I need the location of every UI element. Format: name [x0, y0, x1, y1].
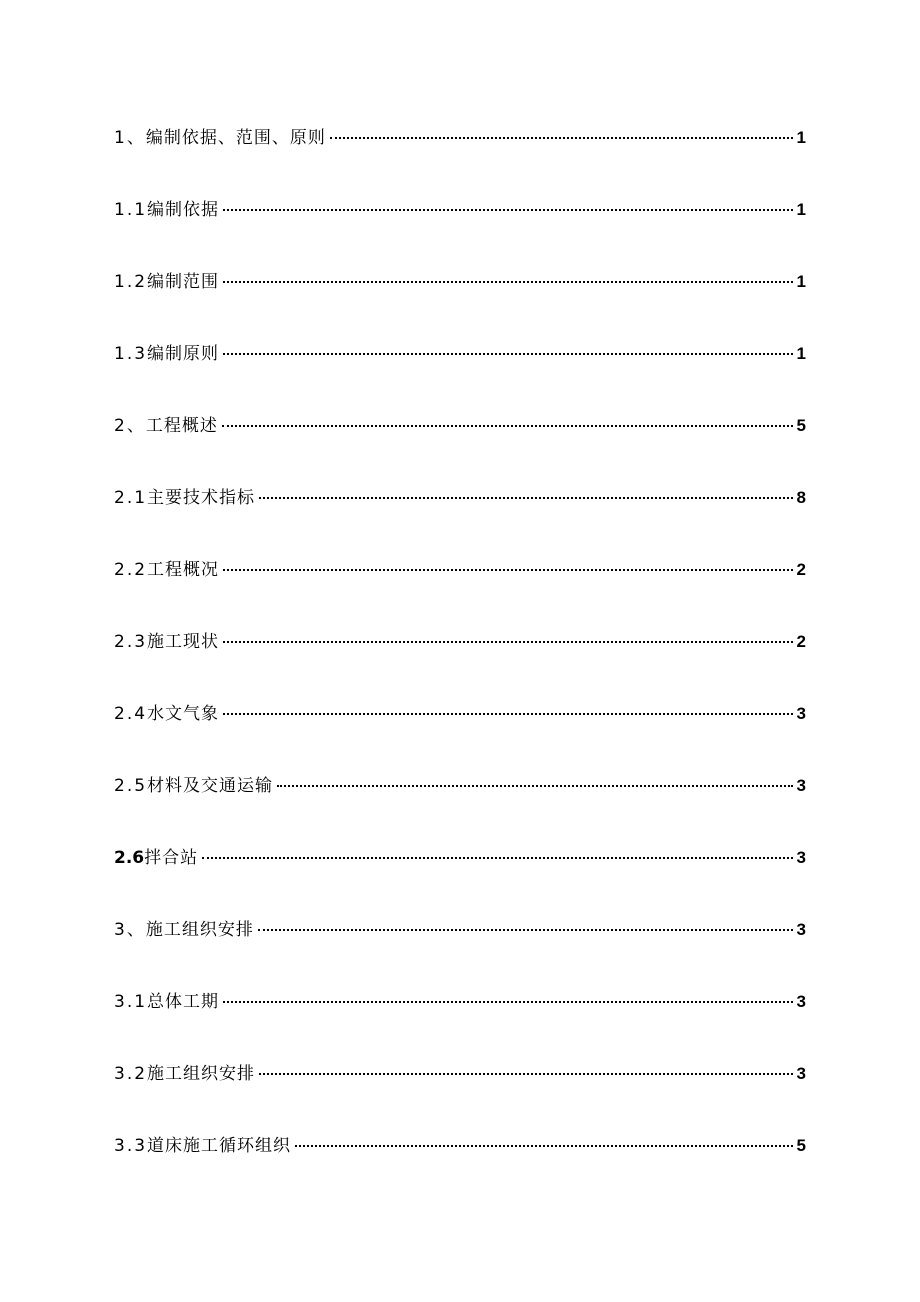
toc-entry-title: 拌合站 [144, 848, 199, 868]
dot-leader [223, 641, 792, 643]
table-of-contents [114, 120, 806, 1200]
toc-entry[interactable] [114, 336, 806, 408]
toc-entry-title: 施工现状 [147, 632, 220, 652]
toc-entry[interactable] [114, 624, 806, 696]
dot-leader [295, 1145, 792, 1147]
toc-entry-page: 3 [796, 1064, 806, 1083]
dot-leader [259, 497, 792, 499]
toc-entry-page: 1 [796, 128, 806, 147]
toc-entry[interactable] [114, 840, 806, 912]
toc-entry-number: 1.2 [114, 272, 148, 292]
toc-entry[interactable] [114, 984, 806, 1056]
dot-leader [223, 1001, 792, 1003]
toc-entry[interactable] [114, 480, 806, 552]
toc-entry-number: 2.4 [114, 704, 148, 724]
toc-entry-page: 8 [796, 488, 806, 507]
toc-entry-number: 1.1 [114, 200, 148, 220]
toc-entry[interactable] [114, 768, 806, 840]
toc-entry[interactable] [114, 264, 806, 336]
dot-leader [258, 929, 793, 931]
toc-entry-title: 道床施工循环组织 [147, 1136, 292, 1156]
toc-entry-number: 3.2 [114, 1064, 148, 1084]
dot-leader [222, 425, 793, 427]
toc-entry-page: 5 [796, 416, 806, 435]
dot-leader [223, 353, 792, 355]
toc-entry-title: 总体工期 [147, 992, 220, 1012]
toc-entry-page: 3 [796, 776, 806, 795]
dot-leader [259, 1073, 792, 1075]
toc-entry-number: 1、 [114, 128, 146, 148]
toc-entry[interactable] [114, 1128, 806, 1200]
toc-entry-title: 编制依据 [147, 200, 220, 220]
toc-entry-number: 3.1 [114, 992, 148, 1012]
toc-entry[interactable] [114, 912, 806, 984]
toc-entry-number: 1.3 [114, 344, 148, 364]
dot-leader [223, 713, 792, 715]
toc-entry-title: 编制依据、范围、原则 [145, 128, 326, 148]
toc-entry-number: 2.1 [114, 488, 148, 508]
toc-entry-number: 2.5 [114, 776, 148, 796]
toc-entry[interactable] [114, 696, 806, 768]
toc-entry-page: 3 [796, 920, 806, 939]
toc-entry-title: 材料及交通运输 [147, 776, 274, 796]
toc-entry[interactable] [114, 1056, 806, 1128]
toc-entry-number: 2.6 [114, 848, 145, 868]
toc-entry-title: 主要技术指标 [147, 488, 256, 508]
toc-entry-number: 2、 [114, 416, 146, 436]
toc-entry-page: 2 [796, 560, 806, 579]
toc-entry[interactable] [114, 552, 806, 624]
toc-entry-number: 2.3 [114, 632, 148, 652]
toc-entry-page: 1 [796, 200, 806, 219]
toc-entry-title: 施工组织安排 [145, 920, 254, 940]
dot-leader [223, 209, 792, 211]
dot-leader [202, 857, 792, 859]
toc-entry[interactable] [114, 120, 806, 192]
toc-entry-page: 3 [796, 704, 806, 723]
toc-entry-number: 3.3 [114, 1136, 148, 1156]
dot-leader [277, 785, 792, 787]
toc-entry[interactable] [114, 192, 806, 264]
toc-entry-page: 3 [796, 992, 806, 1011]
toc-entry-title: 工程概述 [145, 416, 218, 436]
toc-entry-title: 施工组织安排 [147, 1064, 256, 1084]
toc-entry[interactable] [114, 408, 806, 480]
toc-entry-page: 1 [796, 272, 806, 291]
toc-entry-page: 5 [796, 1136, 806, 1155]
toc-entry-title: 编制原则 [147, 344, 220, 364]
toc-entry-number: 3、 [114, 920, 146, 940]
toc-entry-title: 工程概况 [147, 560, 220, 580]
toc-entry-title: 编制范围 [147, 272, 220, 292]
toc-entry-page: 2 [796, 632, 806, 651]
dot-leader [330, 137, 793, 139]
dot-leader [223, 281, 792, 283]
toc-entry-title: 水文气象 [147, 704, 220, 724]
dot-leader [223, 569, 792, 571]
toc-entry-number: 2.2 [114, 560, 148, 580]
toc-entry-page: 1 [796, 344, 806, 363]
toc-entry-page: 3 [796, 848, 806, 867]
